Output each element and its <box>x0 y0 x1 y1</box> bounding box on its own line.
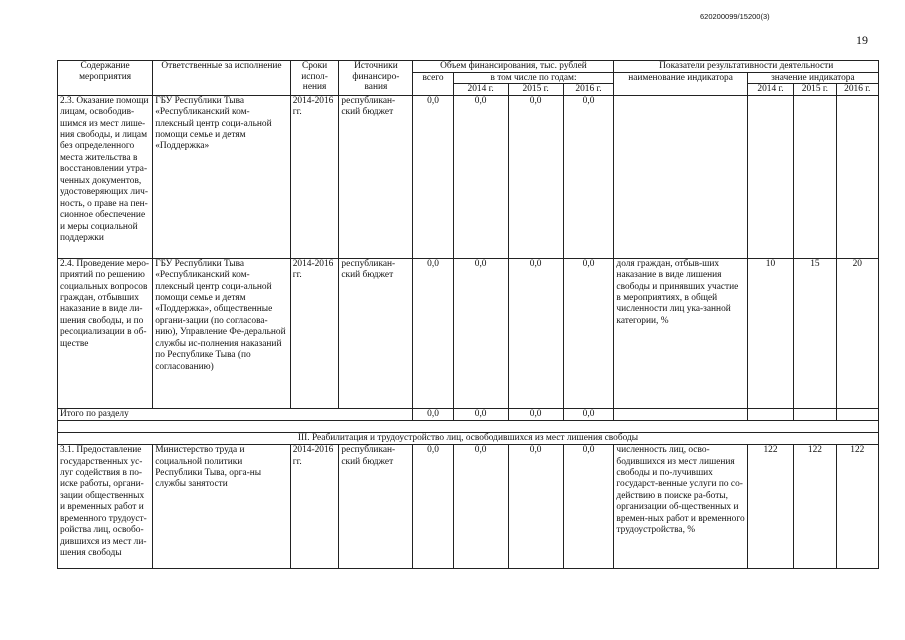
subtotal-2014: 0,0 <box>453 408 508 420</box>
row-value-2015: 15 <box>794 258 836 408</box>
row-total: 0,0 <box>413 258 453 408</box>
subtotal-empty <box>836 408 878 420</box>
row-2015: 0,0 <box>508 445 563 569</box>
header-funding: Объем финансирования, тыс. рублей <box>413 61 614 73</box>
subtotal-2016: 0,0 <box>563 408 614 420</box>
row-2014: 0,0 <box>453 445 508 569</box>
row-2016: 0,0 <box>563 258 614 408</box>
row-2016: 0,0 <box>563 445 614 569</box>
row-value-2014: 10 <box>747 258 794 408</box>
row-value-2016 <box>836 95 878 258</box>
header-terms: Сроки испол-нения <box>290 61 339 96</box>
header-ind-year-2014: 2014 г. <box>747 84 794 96</box>
section-title-row <box>58 433 879 445</box>
table-row <box>58 95 879 258</box>
row-2014: 0,0 <box>453 258 508 408</box>
spacer-cell <box>58 421 879 433</box>
row-value-2016: 20 <box>836 258 878 408</box>
row-value-2014 <box>747 95 794 258</box>
header-year-2014: 2014 г. <box>453 84 508 96</box>
row-source: республикан-ский бюджет <box>339 258 413 408</box>
row-event: 2.3. Оказание помощи лицам, освободив-шимся из мест лише-ния свободы, и лицам без определенного места жительства в восстановлении утра-ченных документов, удостоверяющих лич-ность, о праве на пен-сионное обеспечение и меры социальной поддержки <box>58 95 153 258</box>
spacer-row <box>58 421 879 433</box>
subtotal-label: Итого по разделу <box>58 408 413 420</box>
header-year-2016: 2016 г. <box>563 84 614 96</box>
row-responsible: ГБУ Республики Тыва «Республиканский ком-плексный центр соци-альной помощи семье и детям «Поддержка», общественные органи-зации (по согласова-нию), Управление Фе-деральной службы ис-полнения наказаний по Республике Тыва (по согласованию) <box>153 258 291 408</box>
row-source: республикан-ский бюджет <box>339 95 413 258</box>
row-responsible: ГБУ Республики Тыва «Республиканский ком-плексный центр соци-альной помощи семье и детям «Поддержка» <box>153 95 291 258</box>
row-responsible: Министерство труда и социальной политики Республики Тыва, орга-ны службы занятости <box>153 445 291 569</box>
header-sources: Источники финансиро-вания <box>339 61 413 96</box>
subtotal-empty <box>747 408 794 420</box>
row-value-2014: 122 <box>747 445 794 569</box>
row-event: 3.1. Предоставление государственных ус-луг содействия в по-иске работы, органи-зации общественных и временных работ и временного трудоуст-ройства лиц, освобо-дившихся из мест ли-шения свободы <box>58 445 153 569</box>
row-terms: 2014-2016 гг. <box>290 445 339 569</box>
header-responsible: Ответственные за исполнение <box>153 61 291 96</box>
subtotal-2015: 0,0 <box>508 408 563 420</box>
header-ind-year-2016: 2016 г. <box>836 84 878 96</box>
row-terms: 2014-2016 гг. <box>290 95 339 258</box>
row-indicator: доля граждан, отбыв-ших наказание в виде лишения свободы и принявших участие в мероприятиях, в общей численности лиц ука-занной категории, % <box>614 258 747 408</box>
document-code: 620200099/15200(3) <box>700 12 770 21</box>
row-value-2016: 122 <box>836 445 878 569</box>
program-table <box>57 60 879 569</box>
table-row <box>58 258 879 408</box>
row-source: республикан-ский бюджет <box>339 445 413 569</box>
row-indicator: численность лиц, осво-бодившихся из мест лишения свободы и по-лучивших государст-венные услуги по со-действию в поиске ра-боты, организации об-щественных и времен-ных работ и временного трудоустройства, % <box>614 445 747 569</box>
subtotal-row <box>58 408 879 420</box>
row-terms: 2014-2016 гг. <box>290 258 339 408</box>
row-2015: 0,0 <box>508 95 563 258</box>
header-row-1 <box>58 61 879 73</box>
subtotal-empty <box>614 408 747 420</box>
header-year-2015: 2015 г. <box>508 84 563 96</box>
header-ind-year-2015: 2015 г. <box>794 84 836 96</box>
row-total: 0,0 <box>413 95 453 258</box>
row-event: 2.4. Проведение меро-приятий по решению социальных вопросов граждан, отбывших наказание в виде ли-шения свободы, и по ресоциализации в об-ществе <box>58 258 153 408</box>
row-2015: 0,0 <box>508 258 563 408</box>
subtotal-empty <box>794 408 836 420</box>
header-indicator-value: значение индикатора <box>747 72 878 84</box>
row-indicator <box>614 95 747 258</box>
row-2014: 0,0 <box>453 95 508 258</box>
header-by-years: в том числе по годам: <box>453 72 614 84</box>
row-value-2015 <box>794 95 836 258</box>
table-row <box>58 445 879 569</box>
section-title: III. Реабилитация и трудоустройство лиц, освободившихся из мест лишения свободы <box>58 433 879 445</box>
header-total: всего <box>413 72 453 95</box>
row-2016: 0,0 <box>563 95 614 258</box>
header-indicators: Показатели результативности деятельности <box>614 61 879 73</box>
row-value-2015: 122 <box>794 445 836 569</box>
header-indicator-name: наименование индикатора <box>614 72 747 95</box>
row-total: 0,0 <box>413 445 453 569</box>
header-event: Содержание мероприятия <box>58 61 153 96</box>
subtotal-total: 0,0 <box>413 408 453 420</box>
page-number: 19 <box>856 33 868 47</box>
